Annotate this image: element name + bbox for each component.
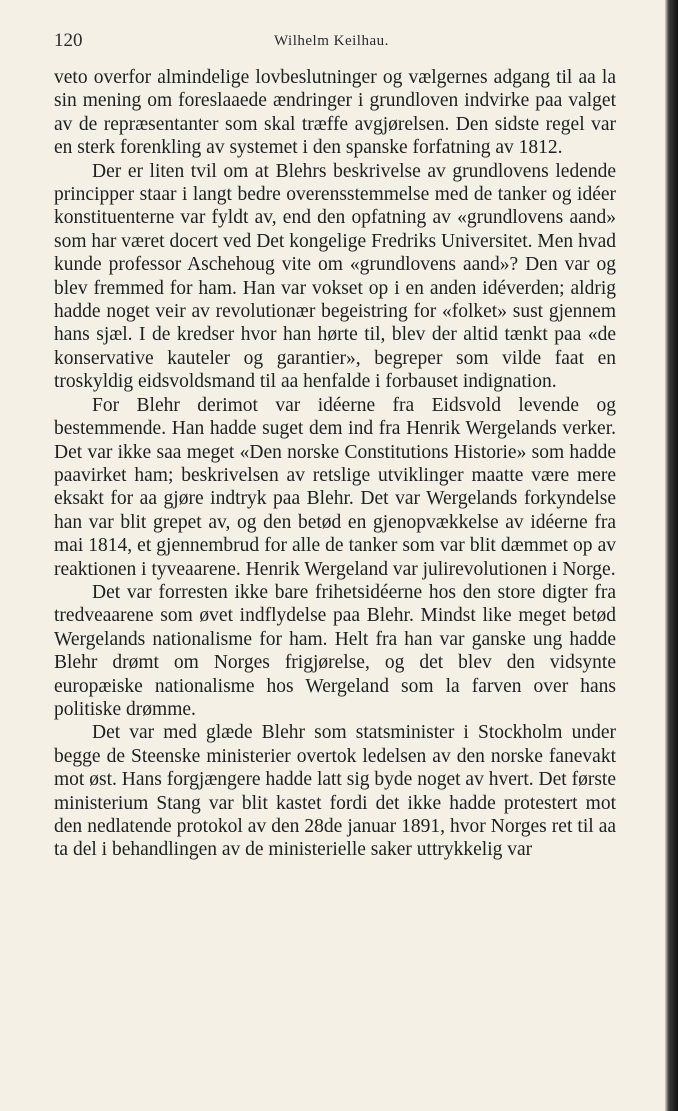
running-head: Wilhelm Keilhau. (274, 33, 389, 49)
paragraph-1: veto overfor almindelige lovbeslutninger og vælgernes adgang til aa la sin mening om foreslaaede ændringer i grundloven indvirke paa valget av de repræsentanter som skal træffe avgjørelsen. Den sidste regel var en sterk forenkling av systemet i den spanske forfatning av 1812. (54, 67, 616, 159)
paragraph-4: Det var forresten ikke bare frihetsidéerne hos den store digter fra tredveaarene som øvet indflydelse paa Blehr. Mindst like meget betød Wergelands nationalisme for ham. Helt fra han var ganske ung hadde Blehr drømt om Norges frigjørelse, og det blev den vidsynte europæiske nationalisme hos Wergeland som la farven over hans politiske drømme. (54, 581, 616, 720)
paragraph-5: Det var med glæde Blehr som statsminister i Stockholm under begge de Steenske ministerier overtok ledelsen av den norske fanevakt mot øst. Hans forgjængere hadde latt sig byde noget av hvert. Det første ministerium Stang var blit kastet fordi det ikke hadde protestert mot den nedlatende protokol av den 28de januar 1891, hvor Norges ret til aa ta del i behandlingen av de ministerielle saker uttrykkelig var (54, 722, 616, 861)
page-header (54, 30, 616, 58)
paragraph-3: For Blehr derimot var idéerne fra Eidsvold levende og bestemmende. Han hadde suget dem ind fra Henrik Wergelands verker. Det var ikke saa meget «Den norske Constitutions Historie» som hadde paavirket ham; beskrivelsen av retslige utviklinger maatte være mere eksakt for aa gjøre indtryk paa Blehr. Det var Wergelands forkyndelse han var blit grepet av, og den betød en gjenopvækkelse av idéerne fra mai 1814, et gjennembrud for alle de tanker som var blit dæmmet op av reaktionen i tyveaarene. Henrik Wergeland var julirevolutionen i Norge. (54, 394, 616, 580)
page-number: 120 (54, 30, 83, 51)
body-text (54, 66, 616, 862)
page-edge-shadow (665, 0, 678, 1111)
paragraph-2: Der er liten tvil om at Blehrs beskrivelse av grundlovens ledende principper staar i langt bedre overensstemmelse med de tanker og idéer konstituenterne var fyldt av, end den opfatning av «grundlovens aand» som har været docert ved Det kongelige Fredriks Universitet. Men hvad kunde professor Aschehoug vite om «grundlovens aand»? Den var og blev fremmed for ham. Han var vokset op i en anden idéverden; aldrig hadde noget veir av revolutionær begeistring for «folket» sust gjennem hans sjæl. I de kredser hvor han hørte til, blev der altid tænkt paa «de konservative kauteler og garantier», begreper som vilde faat en troskyldig eidsvoldsmand til aa henfalde i forbauset indignation. (54, 160, 616, 393)
